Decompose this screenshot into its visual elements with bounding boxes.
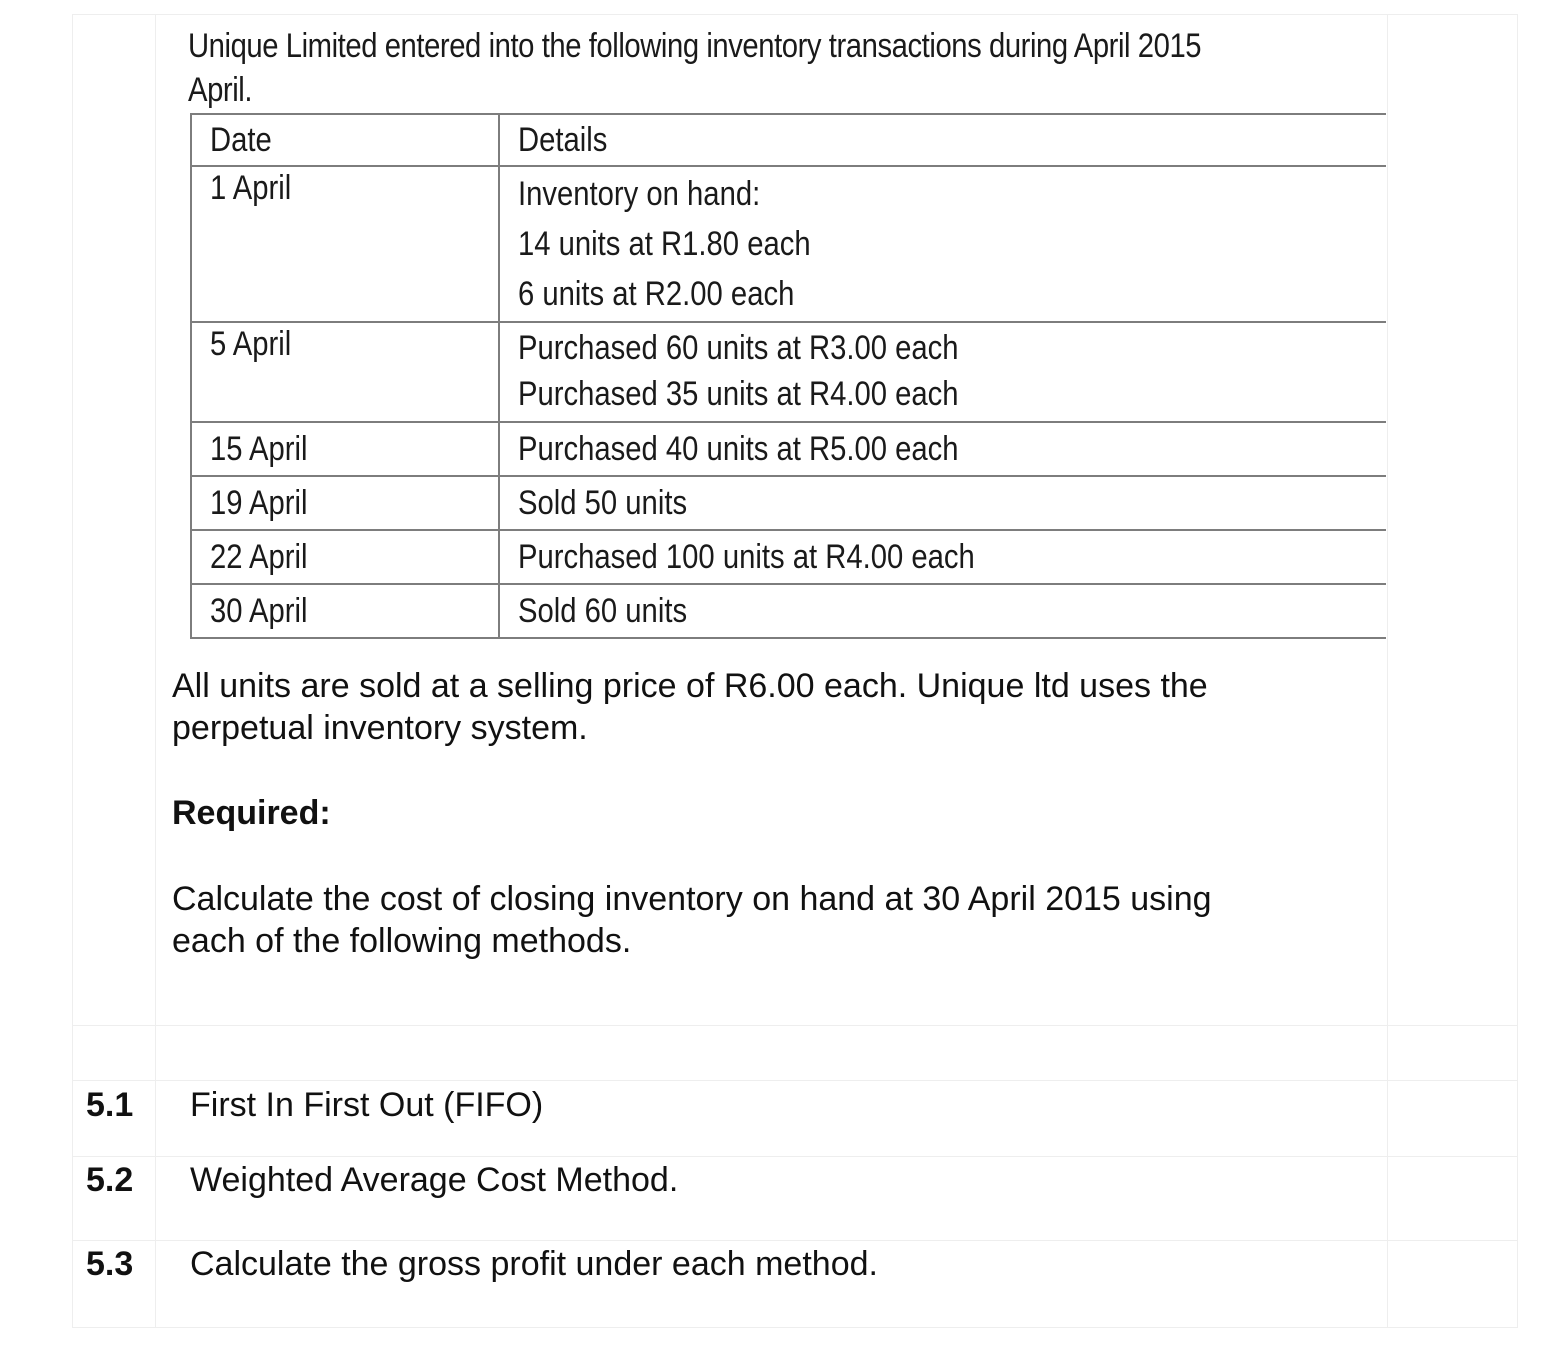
intro-line: April.: [188, 71, 253, 109]
paragraph-line: perpetual inventory system.: [172, 709, 588, 747]
date-cell: 15 April: [191, 422, 499, 476]
question-5-1: [0, 1086, 1555, 1126]
intro-line: Unique Limited entered into the following inventory transactions during April 2015: [188, 27, 1202, 65]
question-5-3: [0, 1245, 1555, 1285]
date-cell: 22 April: [191, 530, 499, 584]
grid-line: [72, 14, 1518, 15]
question-number: 5.3: [86, 1245, 134, 1283]
table-row: [191, 476, 1386, 530]
details-cell: Purchased 40 units at R5.00 each: [499, 422, 1386, 476]
selling-price-paragraph: [172, 665, 1332, 749]
grid-line: [1387, 14, 1388, 1328]
question-text: Weighted Average Cost Method.: [190, 1161, 679, 1199]
grid-line: [1517, 14, 1518, 1328]
grid-line: [72, 1156, 1518, 1157]
details-cell: Inventory on hand: 14 units at R1.80 each 6 units at R2.00 each: [499, 166, 1386, 322]
intro-text: [188, 24, 1211, 112]
date-cell: 19 April: [191, 476, 499, 530]
question-text: Calculate the gross profit under each method.: [190, 1245, 878, 1283]
grid-line: [72, 1025, 1518, 1026]
grid-line: [72, 1080, 1518, 1081]
paragraph-line: All units are sold at a selling price of R6.00 each. Unique ltd uses the: [172, 667, 1208, 705]
question-5-2: [0, 1161, 1555, 1201]
paragraph-line: Calculate the cost of closing inventory on hand at 30 April 2015 using: [172, 880, 1212, 918]
paragraph-line: each of the following methods.: [172, 922, 632, 960]
grid-line: [155, 14, 156, 1328]
table-header-row: [191, 114, 1386, 166]
transactions-table: [190, 113, 1386, 639]
calculation-paragraph: [172, 878, 1332, 962]
details-cell: Purchased 60 units at R3.00 each Purchased 35 units at R4.00 each: [499, 322, 1386, 422]
date-cell: 1 April: [191, 166, 499, 322]
question-number: 5.2: [86, 1161, 134, 1199]
table-row: [191, 322, 1386, 422]
details-cell: Sold 50 units: [499, 476, 1386, 530]
details-cell: Sold 60 units: [499, 584, 1386, 638]
column-header-date: Date: [191, 114, 499, 166]
table-row: [191, 530, 1386, 584]
table-row: [191, 422, 1386, 476]
date-cell: 5 April: [191, 322, 499, 422]
grid-line: [72, 1327, 1518, 1328]
grid-line: [72, 14, 73, 1328]
table-row: [191, 584, 1386, 638]
column-header-details: Details: [499, 114, 1386, 166]
date-cell: 30 April: [191, 584, 499, 638]
grid-line: [72, 1240, 1518, 1241]
required-heading: Required:: [172, 794, 331, 832]
details-cell: Purchased 100 units at R4.00 each: [499, 530, 1386, 584]
table-row: [191, 166, 1386, 322]
question-number: 5.1: [86, 1086, 134, 1124]
question-text: First In First Out (FIFO): [190, 1086, 544, 1124]
